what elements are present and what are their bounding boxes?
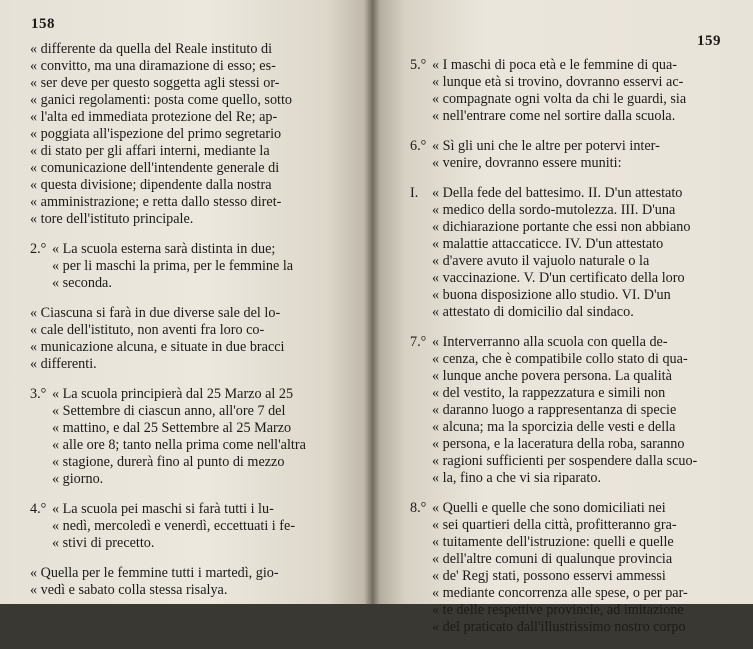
text-line [410,138,732,155]
text-line [30,403,348,420]
article-number: 7.° [410,334,427,350]
text-line [30,92,348,109]
text-line [30,305,348,322]
article-number: 5.° [410,57,427,73]
text-line [30,582,348,599]
line-text: « stagione, durerà fino al punto di mezzo [52,454,285,470]
line-text: « Interverranno alla scuola con quella de- [432,334,668,350]
text-line [30,420,348,437]
text-line [30,322,348,339]
text-line [410,219,732,236]
line-text: « dell'altre comuni di qualunque provincia [432,551,673,567]
line-text: « stivi di precetto. [52,535,155,551]
line-text: « del praticato dall'illustrissimo nostro corpo [432,619,686,635]
article-number: 4.° [30,501,47,517]
text-line [410,551,732,568]
text-line [410,287,732,304]
text-column [30,41,348,612]
text-column [410,57,732,649]
line-text: « l'alta ed immediata protezione del Re; ap- [30,109,278,125]
line-text: « venire, dovranno essere muniti: [432,155,622,171]
line-text: « malattie attaccaticce. IV. D'un attestato [432,236,664,252]
text-line [30,339,348,356]
book-gutter [364,0,380,604]
line-text: « alcuna; ma la sporcizia delle vesti e della [432,419,676,435]
line-text: « questa divisione; dipendente dalla nostra [30,177,272,193]
right-page [372,0,753,635]
line-text: « Settembre di ciascun anno, all'ore 7 del [52,403,286,419]
paragraph [30,41,348,228]
line-text: « del vestito, la rappezzatura e simili non [432,385,666,401]
text-line [410,470,732,487]
article-number: 2.° [30,241,47,257]
line-text: « vaccinazione. V. D'un certificato della loro [432,270,685,286]
page-number: 158 [31,16,55,32]
line-text: « vedì e sabato colla stessa risalya. [30,582,228,598]
text-line [30,211,348,228]
line-text: « convitto, ma una diramazione di esso; es- [30,58,276,74]
line-text: « giorno. [52,471,104,487]
line-text: « La scuola esterna sarà distinta in due; [52,241,276,257]
paragraph [410,334,732,487]
article-number: 8.° [410,500,427,516]
line-text: « Quella per le femmine tutti i martedì, gio- [30,565,279,581]
text-line [410,368,732,385]
line-text: « I maschi di poca età e le femmine di qua- [432,57,678,73]
article-number: I. [410,185,419,201]
text-line [30,126,348,143]
paragraph [410,138,732,172]
left-page [0,0,372,604]
text-line [410,334,732,351]
text-line [30,58,348,75]
text-line [410,568,732,585]
paragraph [30,565,348,599]
text-line [30,501,348,518]
text-line [30,471,348,488]
line-text: « amministrazione; e retta dallo stesso diret- [30,194,282,210]
line-text: « differente da quella del Reale instituto di [30,41,273,57]
line-text: « nell'entrare come nel sortire dalla scuola. [432,108,676,124]
text-line [30,241,348,258]
text-line [30,518,348,535]
paragraph [30,501,348,552]
text-line [410,202,732,219]
line-text: « municazione alcuna, e situate in due bracci [30,339,285,355]
line-text: « sei quartieri della città, profitteranno gra- [432,517,677,533]
line-text: « ragioni sufficienti per sospendere dalla scuo- [432,453,698,469]
line-text: « ganici regolamenti: posta come quello, sotto [30,92,293,108]
line-text: « La scuola principierà dal 25 Marzo al 25 [52,386,294,402]
text-line [30,454,348,471]
paragraph [410,57,732,125]
text-line [410,270,732,287]
line-text: « alle ore 8; tanto nella prima come nell'altra [52,437,306,453]
text-line [410,419,732,436]
text-line [30,356,348,373]
paragraph [30,386,348,488]
text-line [30,565,348,582]
line-text: « tuitamente dell'istruzione: quelli e quelle [432,534,674,550]
text-line [410,534,732,551]
page-number: 159 [697,33,721,49]
paragraph [30,241,348,292]
line-text: « nedì, mercoledì e venerdì, eccettuati i fe- [52,518,296,534]
text-line [30,177,348,194]
line-text: « mattino, e dal 25 Settembre al 25 Marzo [52,420,292,436]
line-text: « lunque anche povera persona. La qualità [432,368,672,384]
line-text: « Ciascuna si farà in due diverse sale del lo- [30,305,281,321]
line-text: « mediante concorrenza alle spese, o per par- [432,585,688,601]
line-text: « cenza, che è compatibile collo stato di qua- [432,351,688,367]
line-text: « compagnate ogni volta da chi le guardi, sia [432,91,687,107]
text-line [30,143,348,160]
article-number: 6.° [410,138,427,154]
text-line [410,236,732,253]
line-text: « di stato per gli affari interni, mediante la [30,143,270,159]
article-number: 3.° [30,386,47,402]
line-text: « d'avere avuto il vajuolo naturale o la [432,253,650,269]
line-text: « persona, e la laceratura della roba, saranno [432,436,685,452]
text-line [410,602,732,619]
text-line [30,75,348,92]
text-line [30,160,348,177]
text-line [30,258,348,275]
text-line [410,253,732,270]
line-text: « seconda. [52,275,112,291]
line-text: « ser deve per questo soggetta agli stessi or- [30,75,280,91]
line-text: « attestato di domicilio dal sindaco. [432,304,634,320]
line-text: « medico della sordo-mutolezza. III. D'una [432,202,676,218]
line-text: « differenti. [30,356,97,372]
text-line [410,517,732,534]
text-line [410,619,732,636]
text-line [410,453,732,470]
text-line [410,385,732,402]
text-line [410,351,732,368]
paragraph [410,185,732,321]
text-line [410,402,732,419]
line-text: « buona disposizione allo studio. VI. D'un [432,287,671,303]
text-line [30,437,348,454]
text-line [410,436,732,453]
text-line [410,108,732,125]
text-line [410,91,732,108]
line-text: « cale dell'istituto, non aventi fra loro co- [30,322,265,338]
text-line [410,304,732,321]
text-line [410,155,732,172]
text-line [410,185,732,202]
line-text: « dichiarazione portante che essi non abbiano [432,219,691,235]
line-text: « Della fede del battesimo. II. D'un attestato [432,185,683,201]
line-text: « te delle respettive provincie, ad imitazione [432,602,684,618]
paragraph [410,500,732,636]
line-text: « per li maschi la prima, per le femmine la [52,258,294,274]
line-text: « tore dell'istituto principale. [30,211,194,227]
text-line [30,535,348,552]
paragraph [30,305,348,373]
text-line [30,109,348,126]
text-line [30,194,348,211]
line-text: « de' Regj stati, possono esservi ammessi [432,568,666,584]
text-line [410,57,732,74]
line-text: « La scuola pei maschi si farà tutti i lu- [52,501,274,517]
line-text: « daranno luogo a rappresentanza di specie [432,402,677,418]
line-text: « comunicazione dell'intendente generale di [30,160,280,176]
text-line [30,41,348,58]
text-line [30,386,348,403]
line-text: « Quelli e quelle che sono domiciliati nei [432,500,666,516]
line-text: « la, fino a che vi sia riparato. [432,470,602,486]
text-line [410,500,732,517]
line-text: « lunque età si trovino, dovranno esservi ac- [432,74,684,90]
text-line [410,585,732,602]
line-text: « Sì gli uni che le altre per potervi inter- [432,138,660,154]
line-text: « poggiata all'ispezione del primo segretario [30,126,282,142]
text-line [410,74,732,91]
text-line [30,275,348,292]
